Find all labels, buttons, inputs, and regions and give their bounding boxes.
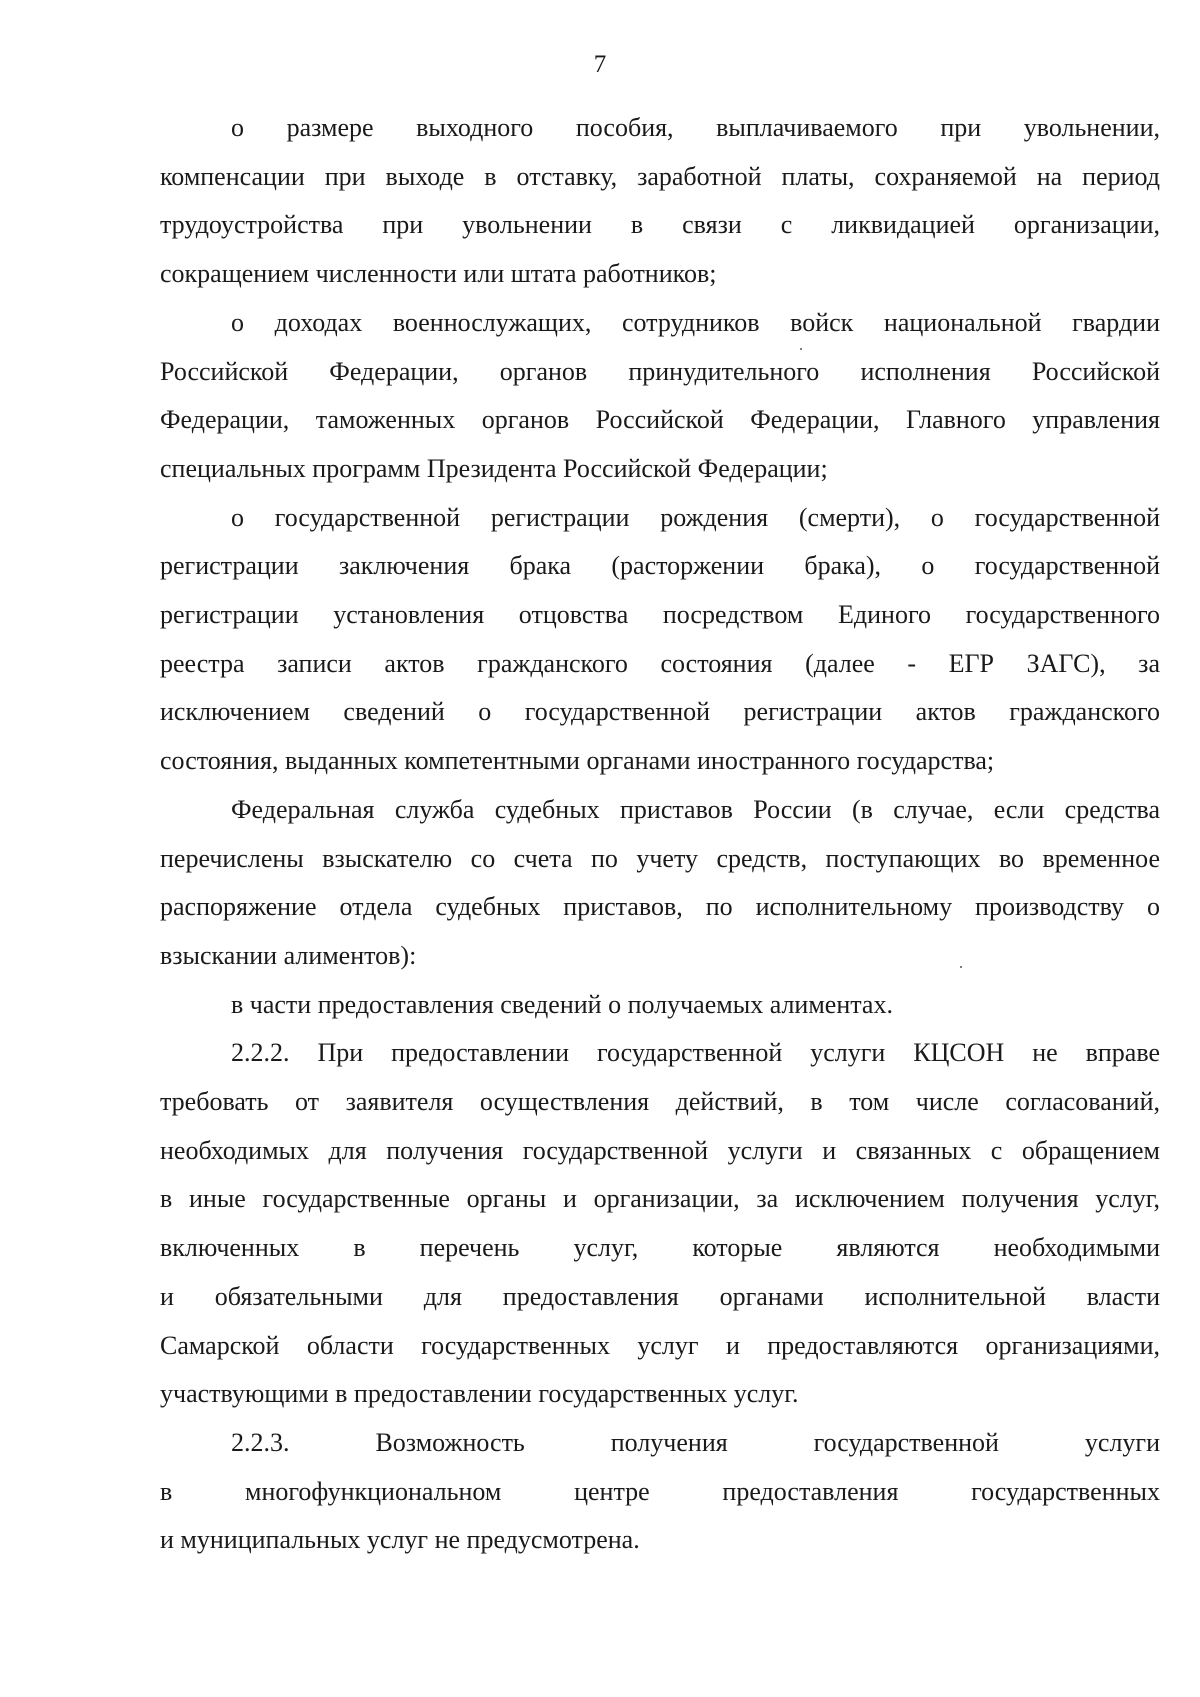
text-line: 2.2.3. Возможность получения государственной услуги: [231, 1427, 1160, 1457]
text-line: регистрации заключения брака (расторжении брака), о государственной: [160, 551, 1160, 581]
text-line: и муниципальных услуг не предусмотрена.: [160, 1525, 640, 1555]
paragraph-bailiffs-service: [160, 786, 1160, 981]
text-line: участвующими в предоставлении государственных услуг.: [160, 1379, 799, 1409]
text-line: сокращением численности или штата работников;: [160, 259, 717, 289]
text-line: включенных в перечень услуг, которые являются необходимыми: [160, 1233, 1160, 1263]
text-line: трудоустройства при увольнении в связи с ликвидацией организации,: [160, 210, 1160, 240]
text-line: взыскании алиментов):: [160, 940, 417, 970]
text-line: Самарской области государственных услуг и предоставляются организациями,: [160, 1330, 1160, 1360]
text-line: компенсации при выходе в отставку, заработной платы, сохраняемой на период: [160, 161, 1160, 191]
text-line: 2.2.2. При предоставлении государственной услуги КЦСОН не вправе: [231, 1038, 1160, 1068]
text-line: и обязательными для предоставления органами исполнительной власти: [160, 1281, 1160, 1311]
paragraph-2-2-3: [160, 1419, 1160, 1565]
text-line: распоряжение отдела судебных приставов, по исполнительному производству о: [160, 892, 1160, 922]
document-body: [160, 104, 1160, 1565]
text-line: регистрации установления отцовства посредством Единого государственного: [160, 600, 1160, 630]
text-line: реестра записи актов гражданского состояния (далее - ЕГР ЗАГС), за: [160, 648, 1160, 678]
text-line: исключением сведений о государственной регистрации актов гражданского: [160, 697, 1160, 727]
scan-speck: [960, 966, 962, 968]
text-line: о размере выходного пособия, выплачиваемого при увольнении,: [231, 113, 1160, 142]
text-line: о государственной регистрации рождения (смерти), о государственной: [231, 502, 1160, 532]
text-line: о доходах военнослужащих, сотрудников войск национальной гвардии: [231, 307, 1160, 337]
paragraph-severance-pay: [160, 104, 1160, 299]
text-line: требовать от заявителя осуществления действий, в том числе согласований,: [160, 1087, 1160, 1117]
text-line: специальных программ Президента Российской Федерации;: [160, 453, 828, 483]
scan-speck: [800, 348, 802, 350]
text-line: в многофункциональном центре предоставления государственных: [160, 1476, 1160, 1506]
text-line: перечислены взыскателю со счета по учету средств, поступающих во временное: [160, 843, 1160, 873]
paragraph-alimony-info: [160, 981, 1160, 1030]
text-line: в иные государственные органы и организации, за исключением получения услуг,: [160, 1184, 1160, 1214]
text-line: необходимых для получения государственной услуги и связанных с обращением: [160, 1135, 1160, 1165]
paragraph-2-2-2: [160, 1029, 1160, 1419]
text-line: Федеральная служба судебных приставов России (в случае, если средства: [231, 794, 1160, 824]
paragraph-civil-registration: [160, 494, 1160, 786]
text-line: в части предоставления сведений о получаемых алиментах.: [231, 989, 893, 1019]
paragraph-military-income: [160, 299, 1160, 494]
page-number: 7: [593, 51, 607, 78]
text-line: Федерации, таможенных органов Российской Федерации, Главного управления: [160, 405, 1160, 435]
text-line: Российской Федерации, органов принудительного исполнения Российской: [160, 356, 1160, 386]
text-line: состояния, выданных компетентными органами иностранного государства;: [160, 746, 995, 776]
